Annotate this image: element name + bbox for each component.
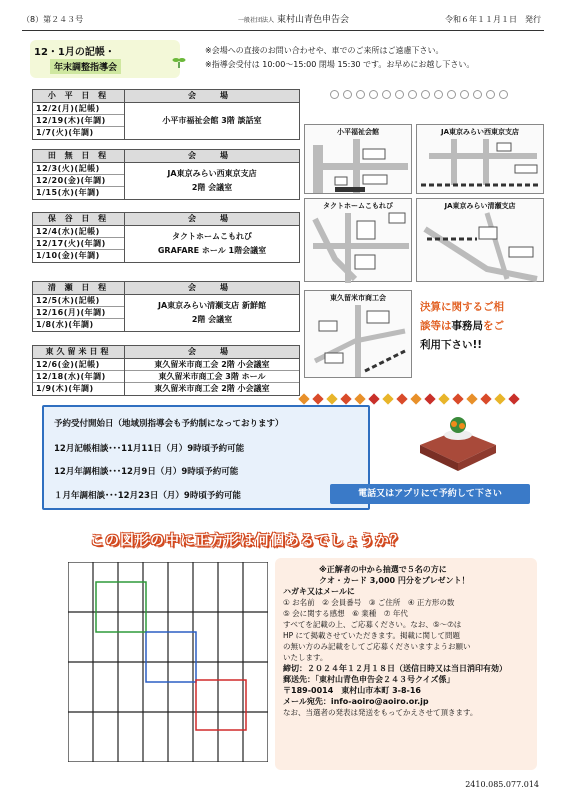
schedule-date: 12/18(水)(年調) — [33, 371, 124, 383]
notice-line1: ※会場への直接のお問い合わせや、車でのご来所はご遠慮下さい。 — [205, 46, 444, 55]
title-line1: 12・1月の記帳・ — [34, 47, 115, 58]
consult-line3: 利用下さい!! — [420, 339, 483, 351]
consult-line2c: をご — [483, 320, 504, 332]
quiz-line: ⑤ 会に関する感想 ⑥ 業種 ⑦ 年代 — [283, 609, 408, 618]
venue-name: JA東京みらい西東京支店 — [167, 169, 257, 178]
quiz-line: なお、当選者の発表は発送をもってかえさせて頂きます。 — [283, 708, 478, 717]
map-higashikurume — [304, 290, 412, 378]
schedule-date: 12/5(木)(記帳) — [33, 295, 124, 307]
quiz-line: の無い方のみ記載をしてご応募くださいますようお願い — [283, 642, 471, 651]
org-name: 東村山青色申告会 — [277, 15, 350, 25]
area-name: 保 谷 日 程 — [33, 213, 125, 225]
schedule-date: 12/3(火)(記帳) — [33, 163, 124, 175]
venue-name: 東久留米市商工会 2階 小会議室 — [154, 384, 270, 393]
area-name: 小 平 日 程 — [33, 90, 125, 102]
area-name: 清 瀬 日 程 — [33, 282, 125, 294]
reservation-row: 12月年調相談･･･12月9日（月）9時頃予約可能 — [54, 467, 239, 477]
snowman-row-icon — [330, 84, 540, 96]
schedule-date: 12/4(水)(記帳) — [33, 226, 124, 238]
quiz-line: メール宛先：info-aoiro@aoiro.or.jp — [283, 697, 429, 706]
schedule-tanashi — [32, 149, 300, 200]
venue-header: 会 場 — [188, 151, 236, 160]
reservation-box — [42, 405, 370, 510]
quiz-line: 郵送先：「東村山青色申告会２４３号クイズ係」 — [283, 675, 455, 684]
venue-name: 小平市福祉会館 3階 談話室 — [162, 116, 262, 125]
quiz-line: ※正解者の中から抽選で５名の方に — [319, 565, 447, 574]
venue-header: 会 場 — [188, 283, 236, 292]
venue-name: 東久留米市商工会 2階 小会議室 — [125, 359, 299, 371]
quiz-line: クオ・カード 3,000 円分をプレゼント！ — [319, 576, 470, 585]
schedule-date: 1/8(水)(年調) — [36, 320, 94, 329]
consult-line2a: 談等は — [420, 320, 452, 332]
schedule-date: 1/7(火)(年調) — [36, 128, 94, 137]
schedule-date: 12/2(月)(記帳) — [33, 103, 124, 115]
quiz-line: 締切：２０２４年１２月１８日（送信日時又は当日消印有効） — [283, 664, 507, 673]
venue-header: 会 場 — [188, 214, 236, 223]
quiz-line: ① お名前 ② 会員番号 ③ ご住所 ④ 正方形の数 — [283, 598, 455, 607]
reservation-callout: 電話又はアプリにて予約して下さい — [330, 484, 530, 504]
map-hoya — [304, 198, 412, 282]
schedule-date: 12/20(金)(年調) — [33, 175, 124, 187]
venue-room: 2階 会議室 — [191, 183, 233, 192]
red-square-highlight — [196, 680, 246, 730]
map-title: JA東京みらい西東京支店 — [440, 128, 520, 136]
map-title: タクトホームこもれび — [323, 202, 393, 210]
quiz-instructions — [283, 564, 535, 718]
reservation-title: 予約受付開始日（地域別指導会も予約制になっております） — [54, 419, 284, 429]
reservation-row: １月年調相談･･･12月23日（月）9時頃予約可能 — [54, 491, 241, 501]
publisher — [238, 12, 349, 25]
quiz-line: いたします。 — [283, 653, 328, 662]
map-tanashi — [416, 124, 544, 194]
map-kodaira — [304, 124, 412, 194]
schedule-kiyose — [32, 281, 300, 332]
sprout-icon — [172, 56, 186, 68]
footer-code: 2410.085.077.014 — [465, 780, 539, 789]
quiz-square-grid — [68, 562, 268, 762]
consult-office: 事務局 — [451, 320, 483, 332]
kotatsu-icon — [410, 405, 505, 475]
map-title: 小平福祉会館 — [337, 128, 379, 136]
venue-name: タクトホームこもれび — [172, 232, 252, 241]
consult-line1: 決算に関するご相 — [420, 301, 504, 313]
map-title: JA東京みらい清瀬支店 — [444, 202, 516, 210]
issue-number: （8）第２４３号 — [22, 15, 84, 24]
quiz-line: すべてを記載の上、ご応募ください。なお、⑤～⑦は — [283, 620, 462, 629]
venue-header: 会 場 — [188, 91, 236, 100]
notice-text — [205, 44, 545, 72]
venue-name: 東久留米市商工会 3階 ホール — [125, 371, 299, 383]
org-prefix: 一般社団法人 — [238, 17, 275, 24]
section-title — [30, 40, 180, 78]
schedule-date: 12/6(金)(記帳) — [33, 359, 124, 371]
venue-room: GRAFARE ホール 1階会議室 — [157, 246, 267, 255]
green-square-highlight — [96, 582, 146, 632]
schedule-kodaira — [32, 89, 300, 140]
area-name: 田 無 日 程 — [33, 150, 125, 162]
quiz-line: HP にて掲載させていただきます。掲載に関して問題 — [283, 631, 460, 640]
venue-header: 会 場 — [188, 347, 236, 356]
blue-square-highlight — [146, 632, 196, 682]
quiz-line: ハガキ又はメールに — [283, 587, 355, 596]
schedule-hoya — [32, 212, 300, 263]
schedule-date: 12/19(木)(年調) — [33, 115, 124, 127]
issue-date: 令和６年１１月１日 発行 — [445, 15, 541, 24]
title-line2: 年末調整指導会 — [50, 59, 121, 74]
quiz-title: この図形の中に正方形は何個あるでしょうか？ — [90, 533, 405, 549]
schedule-date: 1/15(水)(年調) — [36, 188, 100, 197]
venue-name: JA東京みらい清瀬支店 新鮮館 — [158, 301, 266, 310]
area-name: 東久留米日程 — [33, 346, 125, 358]
page-header — [0, 10, 565, 28]
quiz-line: 〒189-0014 東村山市本町 3-8-16 — [283, 686, 421, 695]
schedule-date: 12/16(月)(年調) — [33, 307, 124, 319]
schedule-date: 12/17(火)(年調) — [33, 238, 124, 250]
schedule-date: 1/9(木)(年調) — [36, 384, 94, 393]
map-title: 東久留米市商工会 — [330, 294, 386, 302]
autumn-leaves-icon — [300, 388, 524, 400]
schedule-higashikurume — [32, 345, 300, 396]
venue-room: 2階 会議室 — [191, 315, 233, 324]
header-rule — [22, 30, 544, 31]
map-kiyose — [416, 198, 544, 282]
reservation-row: 12月記帳相談･･･11月11日（月）9時頃予約可能 — [54, 444, 245, 454]
notice-line2: ※指導会受付は 10:00～15:00 閉場 15:30 です。お早めにお越し下さい。 — [205, 60, 475, 69]
schedule-date: 1/10(金)(年調) — [36, 251, 100, 260]
office-consult-note — [420, 298, 560, 355]
